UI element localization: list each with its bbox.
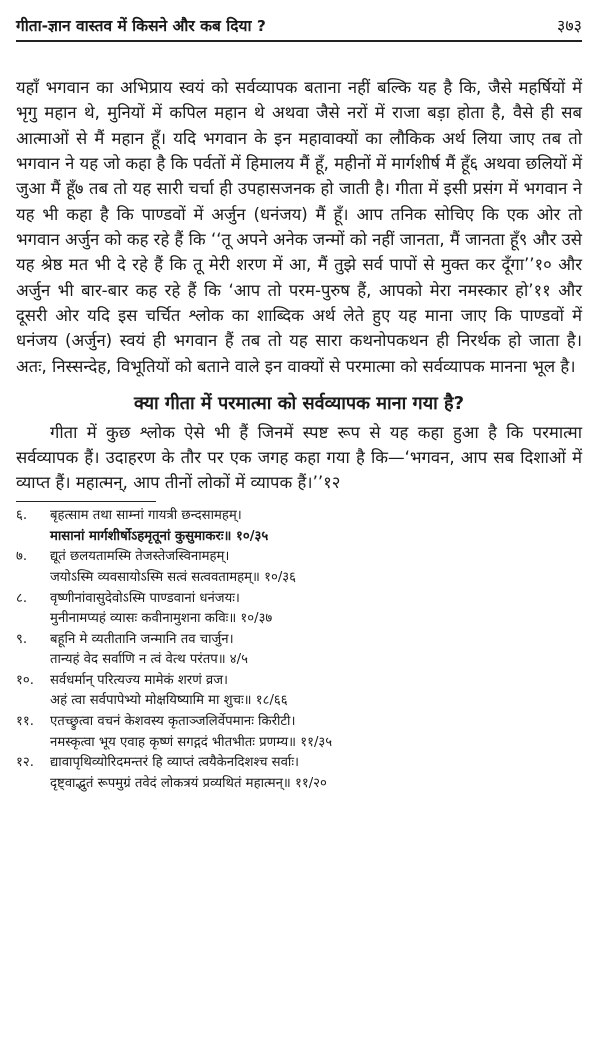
footnote-number: ७. bbox=[16, 549, 28, 565]
footnote-line: तान्यहं वेद सर्वाणि न त्वं वेत्थ परंतप॥ ४/५ bbox=[50, 652, 248, 668]
body-text-2 bbox=[16, 420, 582, 495]
section-heading: क्या गीता में परमात्मा को सर्वव्यापक माना गया है? bbox=[133, 393, 465, 415]
footnote-8 bbox=[16, 589, 582, 630]
paragraph-1: यहाँ भगवान का अभिप्राय स्वयं को सर्वव्यापक बताना नहीं बल्कि यह है कि, जैसे महर्षियों में भृगु महान थे, मुनियों में कपिल महान थे अथवा जैसे नरों में राजा बड़ा होता है, वैसे ही सब आत्माओं से मैं महान हूँ। यदि भगवान के इन महावाक्यों का लौकिक अर्थ लिया जाए तब तो भगवान ने यह जो कहा है कि पर्वतों में हिमालय मैं हूँ, महीनों में मार्गशीर्ष मैं हूँ६ अथवा छलियों में जुआ मैं हूँ७ तब तो यह सारी चर्चा ही उपहासजनक हो जाती है। गीता में इसी प्रसंग में भगवान ने यह भी कहा है कि पाण्डवों में अर्जुन (धनंजय) मैं हूँ। आप तनिक सोचिए कि एक ओर तो भगवान अर्जुन को कह रहे हैं कि ‘‘तू अपने अनेक जन्मों को नहीं जानता, मैं जानता हूँ९ और उसे यह श्रेष्ठ मत भी दे रहे हैं कि तू मेरी शरण में आ, मैं तुझे सर्व पापों से मुक्त कर दूँगा’’१० और अर्जुन भी बार-बार कह रहे हैं कि ‘आप तो परम-पुरुष हैं, आपको मेरा नमस्कार हो’११ और दूसरी ओर यदि इस चर्चित श्लोक का शाब्दिक अर्थ लेते हुए यह माना जाए कि पाण्डवों में धनंजय (अर्जुन) स्वयं ही भगवान हैं तब तो यह सारा कथनोपकथन ही निरर्थक हो जाता है। अतः, निस्सन्देह, विभूतियों को बताने वाले इन वाक्यों से परमात्मा को सर्वव्यापक मानना भूल है। bbox=[16, 78, 582, 376]
paragraph-2: गीता में कुछ श्लोक ऐसे भी हैं जिनमें स्पष्ट रूप से यह कहा हुआ है कि परमात्मा सर्वव्यापक हैं। उदाहरण के तौर पर एक जगह कहा गया है कि—‘भगवन, आप सब दिशाओं में व्याप्त हैं। महात्मन्, आप तीनों लोकों में व्यापक हैं।’’१२ bbox=[16, 423, 582, 493]
footnote-6 bbox=[16, 506, 582, 547]
footnote-number: ९. bbox=[16, 631, 28, 647]
footnote-12 bbox=[16, 753, 582, 794]
footnote-10 bbox=[16, 671, 582, 712]
footnote-9 bbox=[16, 630, 582, 671]
footnotes bbox=[16, 506, 582, 794]
page-header bbox=[16, 0, 582, 36]
footnote-7 bbox=[16, 547, 582, 588]
running-title: गीता-ज्ञान वास्तव में किसने और कब दिया ? bbox=[16, 17, 266, 35]
body-text bbox=[16, 75, 582, 379]
header-divider bbox=[16, 40, 582, 42]
footnote-number: ६. bbox=[16, 508, 28, 524]
footnote-line: बहूनि मे व्यतीतानि जन्मानि तव चार्जुन। bbox=[50, 631, 234, 647]
footnote-line: द्यूतं छलयतामस्मि तेजस्तेजस्विनामहम्। bbox=[50, 549, 230, 565]
footnote-number: ८. bbox=[16, 590, 28, 606]
footnote-line: नमस्कृत्वा भूय एवाह कृष्णं सगद्गदं भीतभीतः प्रणम्य॥ ११/३५ bbox=[50, 734, 333, 750]
footnote-number: १२. bbox=[16, 755, 34, 771]
footnote-number: ११. bbox=[16, 714, 34, 730]
footnote-divider bbox=[16, 501, 156, 502]
footnote-line: मासानां मार्गशीर्षोऽहमृतूनां कुसुमाकरः॥ १०/३५ bbox=[50, 528, 269, 544]
footnote-number: १०. bbox=[16, 672, 34, 688]
footnote-line: मुनीनामप्यहं व्यासः कवीनामुशना कविः॥ १०/३७ bbox=[50, 611, 273, 627]
footnote-line: बृहत्साम तथा साम्नां गायत्री छन्दसामहम्। bbox=[50, 508, 242, 524]
footnote-line: दृष्ट्वाद्भुतं रूपमुग्रं तवेदं लोकत्रयं प्रव्यथितं महात्मन्॥ ११/२० bbox=[50, 775, 327, 791]
footnote-line: द्यावापृथिव्योरिदमन्तरं हि व्याप्तं त्वयैकेनदिशश्च सर्वाः। bbox=[50, 755, 299, 771]
footnote-line: जयोऽस्मि व्यवसायोऽस्मि सत्वं सत्ववतामहम्॥ १०/३६ bbox=[50, 569, 296, 585]
footnote-line: वृष्णीनांवासुदेवोऽस्मि पाण्डवानां धनंजयः। bbox=[50, 590, 240, 606]
footnote-line: एतच्छ्रुत्वा वचनं केशवस्य कृताञ्जलिर्वेपमानः किरीटी। bbox=[50, 714, 296, 730]
footnote-line: अहं त्वा सर्वपापेभ्यो मोक्षयिष्यामि मा शुचः॥ १८/६६ bbox=[50, 693, 288, 709]
footnote-line: सर्वधर्मान् परित्यज्य मामेकं शरणं व्रज। bbox=[50, 672, 229, 688]
footnote-11 bbox=[16, 712, 582, 753]
page-number: ३७३ bbox=[557, 16, 582, 35]
